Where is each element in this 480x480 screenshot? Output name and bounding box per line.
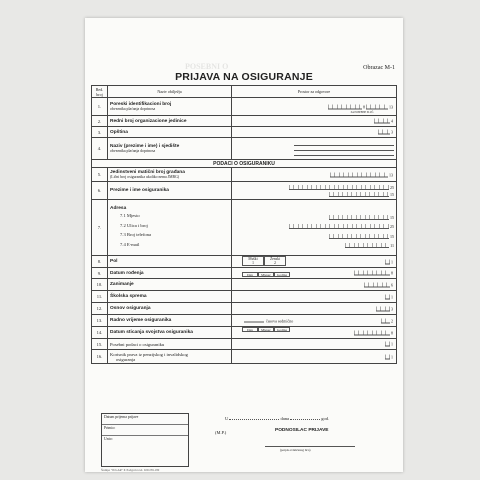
row-label-sub: obveznika plaćanja doprinosa bbox=[110, 149, 156, 153]
row-num: 7. bbox=[92, 200, 108, 256]
end-index: 1 bbox=[391, 341, 393, 347]
section-title: PODACI O OSIGURANIKU bbox=[92, 160, 397, 168]
row-num: 9. bbox=[92, 268, 108, 279]
form-code: Obrazac M-1 bbox=[363, 65, 395, 71]
day-label: Dan bbox=[242, 272, 258, 277]
row-2 bbox=[92, 116, 397, 127]
row-4 bbox=[92, 138, 397, 160]
day-label: Dan bbox=[242, 327, 258, 332]
insurance-basis-field[interactable] bbox=[232, 303, 397, 315]
male-code: 1 bbox=[252, 261, 254, 265]
section-insured bbox=[92, 160, 397, 168]
row-10 bbox=[92, 279, 397, 291]
end-index: 1 bbox=[391, 294, 393, 299]
row-label-main: Naziv (prezime i ime) i sjedište bbox=[110, 144, 180, 149]
month-label: Mjesec bbox=[258, 272, 274, 277]
row-num: 12. bbox=[92, 303, 108, 315]
row-8 bbox=[92, 256, 397, 268]
row-label-sub: (Lični broj osiguranika ukoliko nema JMBG) bbox=[110, 175, 180, 179]
ghost-text: POSEBNI O bbox=[185, 62, 229, 71]
row-label: Posebni podaci o osiguraniku bbox=[108, 339, 232, 350]
row-num: 2. bbox=[92, 116, 108, 127]
address-item: 7.2 Ulica i broj bbox=[120, 222, 148, 228]
row-num: 5. bbox=[92, 168, 108, 182]
row-label: Redni broj organizacione jedinice bbox=[108, 116, 232, 127]
header-name: Naziv obilježja bbox=[108, 86, 232, 98]
end-index: 15 bbox=[390, 191, 394, 197]
row-label bbox=[108, 200, 232, 256]
row-3 bbox=[92, 127, 397, 138]
receipt-box bbox=[101, 413, 189, 467]
row-15 bbox=[92, 339, 397, 350]
end-index: 3 bbox=[391, 306, 393, 311]
municipality-field[interactable] bbox=[232, 127, 397, 138]
row-5 bbox=[92, 168, 397, 182]
signature-note: (potpis ovlašćenog lica) bbox=[280, 448, 311, 452]
end-index: 15 bbox=[390, 214, 394, 220]
gender-field[interactable] bbox=[232, 256, 397, 268]
entered-by-field[interactable]: Unio: bbox=[104, 437, 113, 441]
receipt-date-field[interactable]: Datum prijema prijave bbox=[102, 414, 188, 425]
jmbg-field[interactable] bbox=[232, 168, 397, 182]
row-label: Zanimanje bbox=[108, 279, 232, 291]
end-index: 11 bbox=[390, 243, 394, 249]
occupation-field[interactable] bbox=[232, 279, 397, 291]
row-num: 11. bbox=[92, 291, 108, 303]
row-11 bbox=[92, 291, 397, 303]
row-label: Opština bbox=[108, 127, 232, 138]
row-num: 16. bbox=[92, 350, 108, 364]
month-label: Mjesec bbox=[258, 327, 274, 332]
signature-line[interactable] bbox=[265, 446, 355, 447]
row-label: Osnov osiguranja bbox=[108, 303, 232, 315]
end-index: 25 bbox=[390, 184, 394, 190]
printer-imprint: Štampa "JUGAR" P. Podgorica tel. 020/239-180 bbox=[101, 468, 160, 472]
row-label: Datum sticanja svojstva osiguranika bbox=[108, 327, 232, 339]
stamp-label: (M.P.) bbox=[215, 430, 227, 435]
address-item: 7.3 Broj telefona bbox=[120, 232, 151, 237]
row-16 bbox=[92, 350, 397, 364]
pib-boxes bbox=[328, 104, 393, 109]
special-data-field[interactable] bbox=[232, 339, 397, 350]
end-index: 6 bbox=[391, 282, 393, 287]
end-index: 8 bbox=[391, 270, 393, 276]
form-sheet bbox=[85, 18, 403, 472]
row-label bbox=[108, 98, 232, 116]
year-suffix: god. bbox=[321, 416, 330, 421]
row-label-sub: obveznika plaćanja doprinosa bbox=[110, 107, 156, 111]
row-13 bbox=[92, 315, 397, 327]
place-line[interactable] bbox=[225, 416, 329, 421]
org-unit-field[interactable] bbox=[232, 116, 397, 127]
row-label bbox=[108, 168, 232, 182]
pib-end-index: 13 bbox=[389, 104, 393, 109]
row-num: 15. bbox=[92, 339, 108, 350]
row-num: 3. bbox=[92, 127, 108, 138]
row-num: 10. bbox=[92, 279, 108, 291]
row-9 bbox=[92, 268, 397, 279]
place-prefix: U bbox=[225, 416, 229, 421]
row-num: 13. bbox=[92, 315, 108, 327]
male-label: Muški bbox=[248, 257, 258, 261]
working-hours-field[interactable] bbox=[232, 315, 397, 327]
end-index: 1 bbox=[391, 259, 393, 264]
education-field[interactable] bbox=[232, 291, 397, 303]
row-label bbox=[108, 350, 232, 364]
received-by-field[interactable]: Primio: bbox=[102, 425, 188, 436]
end-index: 2 bbox=[391, 318, 393, 323]
row-label bbox=[108, 138, 232, 160]
submitter-label: PODNOSILAC PRIJAVE bbox=[275, 428, 329, 433]
row-12 bbox=[92, 303, 397, 315]
header-num: Red. broj bbox=[92, 86, 108, 98]
hours-label: časova sedmično bbox=[266, 318, 294, 323]
end-index: 1 bbox=[391, 354, 393, 359]
pib-mid-index: 8 bbox=[363, 104, 365, 109]
row-label: Prezime i ime osiguranika bbox=[108, 182, 232, 200]
end-index: 4 bbox=[391, 118, 393, 124]
end-index: 3 bbox=[391, 129, 393, 135]
end-index: 13 bbox=[389, 172, 393, 177]
row-14 bbox=[92, 327, 397, 339]
form-table bbox=[91, 85, 397, 364]
pension-beneficiary-field[interactable] bbox=[232, 350, 397, 364]
address-fields[interactable] bbox=[232, 200, 397, 256]
female-label: Ženski bbox=[270, 257, 280, 261]
row-label-main: Jedinstveni matični broj građana bbox=[110, 170, 185, 175]
birth-date-field[interactable] bbox=[232, 268, 397, 279]
row-label-sub: osiguranja bbox=[116, 356, 136, 362]
row-num: 6. bbox=[92, 182, 108, 200]
payer-name-field[interactable] bbox=[232, 138, 397, 160]
row-label: Pol bbox=[108, 256, 232, 268]
female-code: 2 bbox=[274, 261, 276, 265]
row-num: 1. bbox=[92, 98, 108, 116]
header-value: Prostor za odgovore bbox=[232, 86, 397, 98]
year-label: Godina bbox=[274, 272, 290, 277]
row-label: Datum rođenja bbox=[108, 268, 232, 279]
row-num: 4. bbox=[92, 138, 108, 160]
address-item: 7.1 Mjesto bbox=[120, 213, 140, 218]
insurance-start-field[interactable] bbox=[232, 327, 397, 339]
row-num: 8. bbox=[92, 256, 108, 268]
pib-note: ZA POSEBNE SLUČ. bbox=[350, 111, 374, 114]
row-label-main: Poreski identifikacioni broj bbox=[110, 102, 172, 107]
form-title: PRIJAVA NA OSIGURANJE bbox=[175, 71, 313, 83]
row-label-main: Korisnik prava iz penzijskog i invalidskog bbox=[110, 351, 188, 357]
row-num: 14. bbox=[92, 327, 108, 339]
address-label: Adresa bbox=[110, 206, 127, 211]
insured-name-field[interactable] bbox=[232, 182, 397, 200]
end-index: 15 bbox=[390, 233, 394, 239]
row-6 bbox=[92, 182, 397, 200]
row-7 bbox=[92, 200, 397, 256]
end-index: 8 bbox=[391, 330, 393, 335]
row-label: Školska sprema bbox=[108, 291, 232, 303]
table-header bbox=[92, 86, 397, 98]
pib-field[interactable] bbox=[232, 98, 397, 116]
row-1 bbox=[92, 98, 397, 116]
end-index: 25 bbox=[390, 224, 394, 230]
year-label: Godina bbox=[274, 327, 290, 332]
address-item: 7.4 E-mail bbox=[120, 241, 140, 247]
date-label: dana bbox=[280, 416, 289, 421]
row-label: Radno vrijeme osiguranika bbox=[108, 315, 232, 327]
